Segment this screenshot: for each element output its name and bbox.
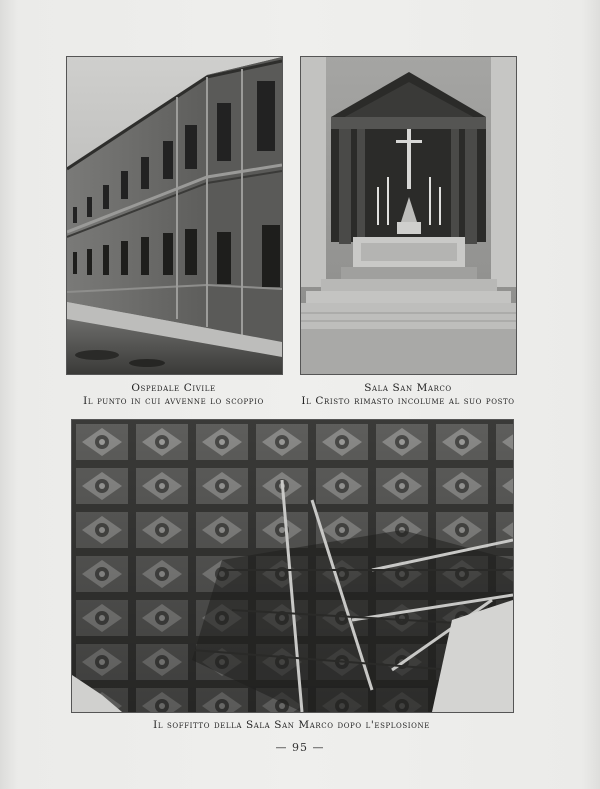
caption-soffitto: Il soffitto della Sala San Marco dopo l'esplosione — [153, 719, 430, 731]
photo-ospedale-civile — [66, 56, 283, 375]
caption-subtitle: Il Cristo rimasto incolume al suo posto — [301, 395, 515, 407]
caption-sala-san-marco — [296, 382, 520, 408]
photo-soffitto — [71, 419, 514, 713]
caption-subtitle: Il punto in cui avvenne lo scoppio — [83, 395, 264, 407]
caption-title: Ospedale Civile — [131, 382, 216, 394]
photo-sala-san-marco — [300, 56, 517, 375]
page-number: — 95 — — [275, 741, 325, 754]
caption-title: Sala San Marco — [364, 382, 452, 394]
caption-ospedale-civile — [66, 382, 281, 408]
